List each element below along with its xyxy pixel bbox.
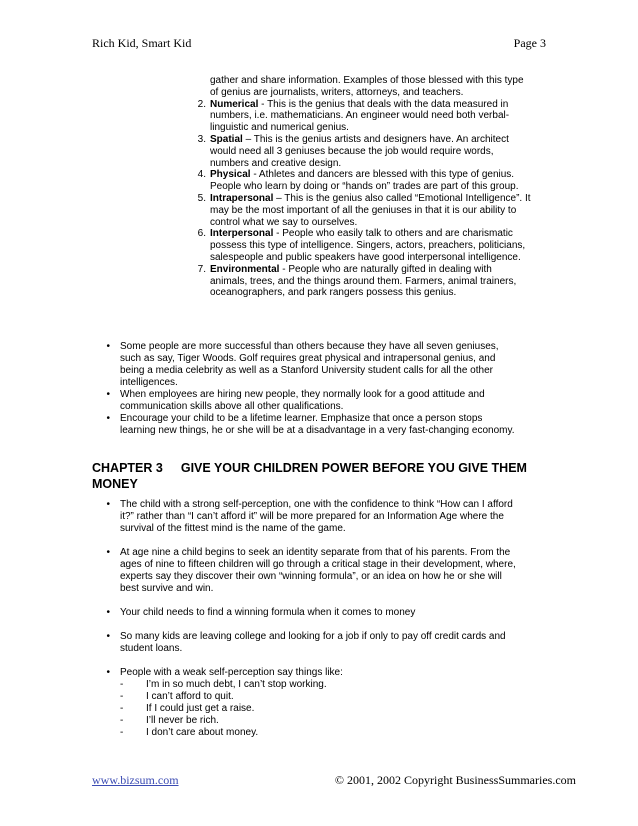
page-number: Page 3 (513, 36, 546, 50)
genius-term: Physical (210, 169, 251, 181)
quote-item: - I can’t afford to quit. (120, 691, 234, 702)
genius-term: Numerical (210, 98, 259, 110)
list-item: 4. Physical - Athletes and dancers are blessed with this type of genius. (197, 169, 515, 181)
list-item: 3. Spatial – This is the genius artists and designers have. An architect (197, 133, 509, 145)
bullet-glyph: • (106, 389, 110, 400)
footer-copyright: © 2001, 2002 Copyright BusinessSummaries.com (334, 773, 576, 787)
list-item: 5. Intrapersonal – This is the genius also called “Emotional Intelligence”. It (197, 192, 531, 204)
list-item: 2. Numerical - This is the genius that deals with the data measured in (197, 98, 509, 110)
bullet-glyph: • (106, 607, 110, 618)
quote-list (120, 679, 552, 739)
list-item: 6. Interpersonal - People who easily talk to others and are charismatic (197, 228, 513, 240)
genius-term: Interpersonal (210, 228, 274, 240)
bullet-list-chapter-3 (92, 499, 552, 739)
bullet-item: • When employees are hiring new people, they normally look for a good attitude and communication skills above all other qualifications. (92, 389, 552, 413)
bullet-item: • So many kids are leaving college and looking for a job if only to pay off credit cards and student loans. (92, 631, 552, 655)
bullet-item: • At age nine a child begins to seek an identity separate from that of his parents. From the ages of nine to fifteen children will go through a critical stage in their development, where, experts say they discover their own “winning formula”, or an idea on how he or she will best survive and win. (92, 547, 552, 595)
footer-website-link[interactable]: www.bizsum.com (92, 773, 179, 787)
running-header-title: Rich Kid, Smart Kid (92, 36, 192, 50)
bullet-list-geniuses (92, 341, 552, 437)
chapter-label: CHAPTER 3 (92, 461, 163, 475)
list-item-continuation: of genius are journalists, writers, attorneys, and teachers. (210, 86, 464, 98)
genius-term: Spatial (210, 133, 243, 145)
bullet-item: • Your child needs to find a winning formula when it comes to money (92, 607, 552, 619)
quote-item: - I’m in so much debt, I can’t stop working. (120, 679, 327, 690)
bullet-item: • People with a weak self-perception say things like: - I’m in so much debt, I can’t stop working. - I can’t afford to quit. - If I could just get a raise. - I’ll never be rich. - I don’t care about money. (92, 667, 552, 739)
bullet-glyph: • (106, 631, 110, 642)
bullet-item: • Encourage your child to be a lifetime learner. Emphasize that once a person stops learning new things, he or she will be at a disadvantage in a very fast-changing economy. (92, 413, 552, 437)
genius-list: gather and share information. Examples of those blessed with this type of genius are journalists, writers, attorneys, and teachers. 2. Numerical - This is the genius that deals with the data measured in numbers, i.e. mathematicians. An engineer would need both verbal- linguistic and numerical genius. 3. Spatial – This is the genius artists and designers have. An architect would need all 3 geniuses because the job would require words, numbers and creative design. 4. Physical - Athletes and dancers are blessed with this type of genius. People who learn by doing or “hands on” trades are part of this group. 5. Intrapersonal – This is the genius also called “Emotional Intelligence”. It may be the most important of all the geniuses in that it is our ability to control what we say to ourselves. 6. Interpersonal - People who easily talk to others and are charismatic possess this type of intelligence. Singers, actors, preachers, politicians, salespeople and public speakers have good interpersonal intelligence. 7. Environmental - People who are naturally gifted in dealing with animals, trees, and the things around them. Farmers, animal trainers, oceanographers, and park rangers possess this genius. (92, 75, 552, 299)
quote-item: - I don’t care about money. (120, 727, 259, 738)
bullet-glyph: • (106, 413, 110, 424)
bullet-glyph: • (106, 499, 110, 510)
list-item: 7. Environmental - People who are naturally gifted in dealing with (197, 263, 492, 275)
genius-term: Environmental (210, 263, 280, 275)
genius-term: Intrapersonal (210, 192, 274, 204)
bullet-glyph: • (106, 667, 110, 678)
quote-item: - If I could just get a raise. (120, 703, 255, 714)
list-item-continuation: gather and share information. Examples of those blessed with this type (210, 75, 524, 86)
chapter-title-continued: MONEY (92, 477, 138, 491)
bullet-item: • The child with a strong self-perception, one with the confidence to think “How can I afford it?” rather than “I can’t afford it” will be more prepared for an Information Age where the survival of the fittest mind is the name of the game. (92, 499, 552, 535)
quote-item: - I’ll never be rich. (120, 715, 219, 726)
bullet-item: • Some people are more successful than others because they have all seven geniuses, such as say, Tiger Woods. Golf requires great physical and intrapersonal genius, and being a media celebrity as well as a Stanford University student calls for all the other intelligences. (92, 341, 552, 389)
bullet-glyph: • (106, 547, 110, 558)
chapter-title: GIVE YOUR CHILDREN POWER BEFORE YOU GIVE THEM (180, 461, 527, 475)
bullet-glyph: • (106, 341, 110, 352)
chapter-heading (92, 460, 552, 492)
